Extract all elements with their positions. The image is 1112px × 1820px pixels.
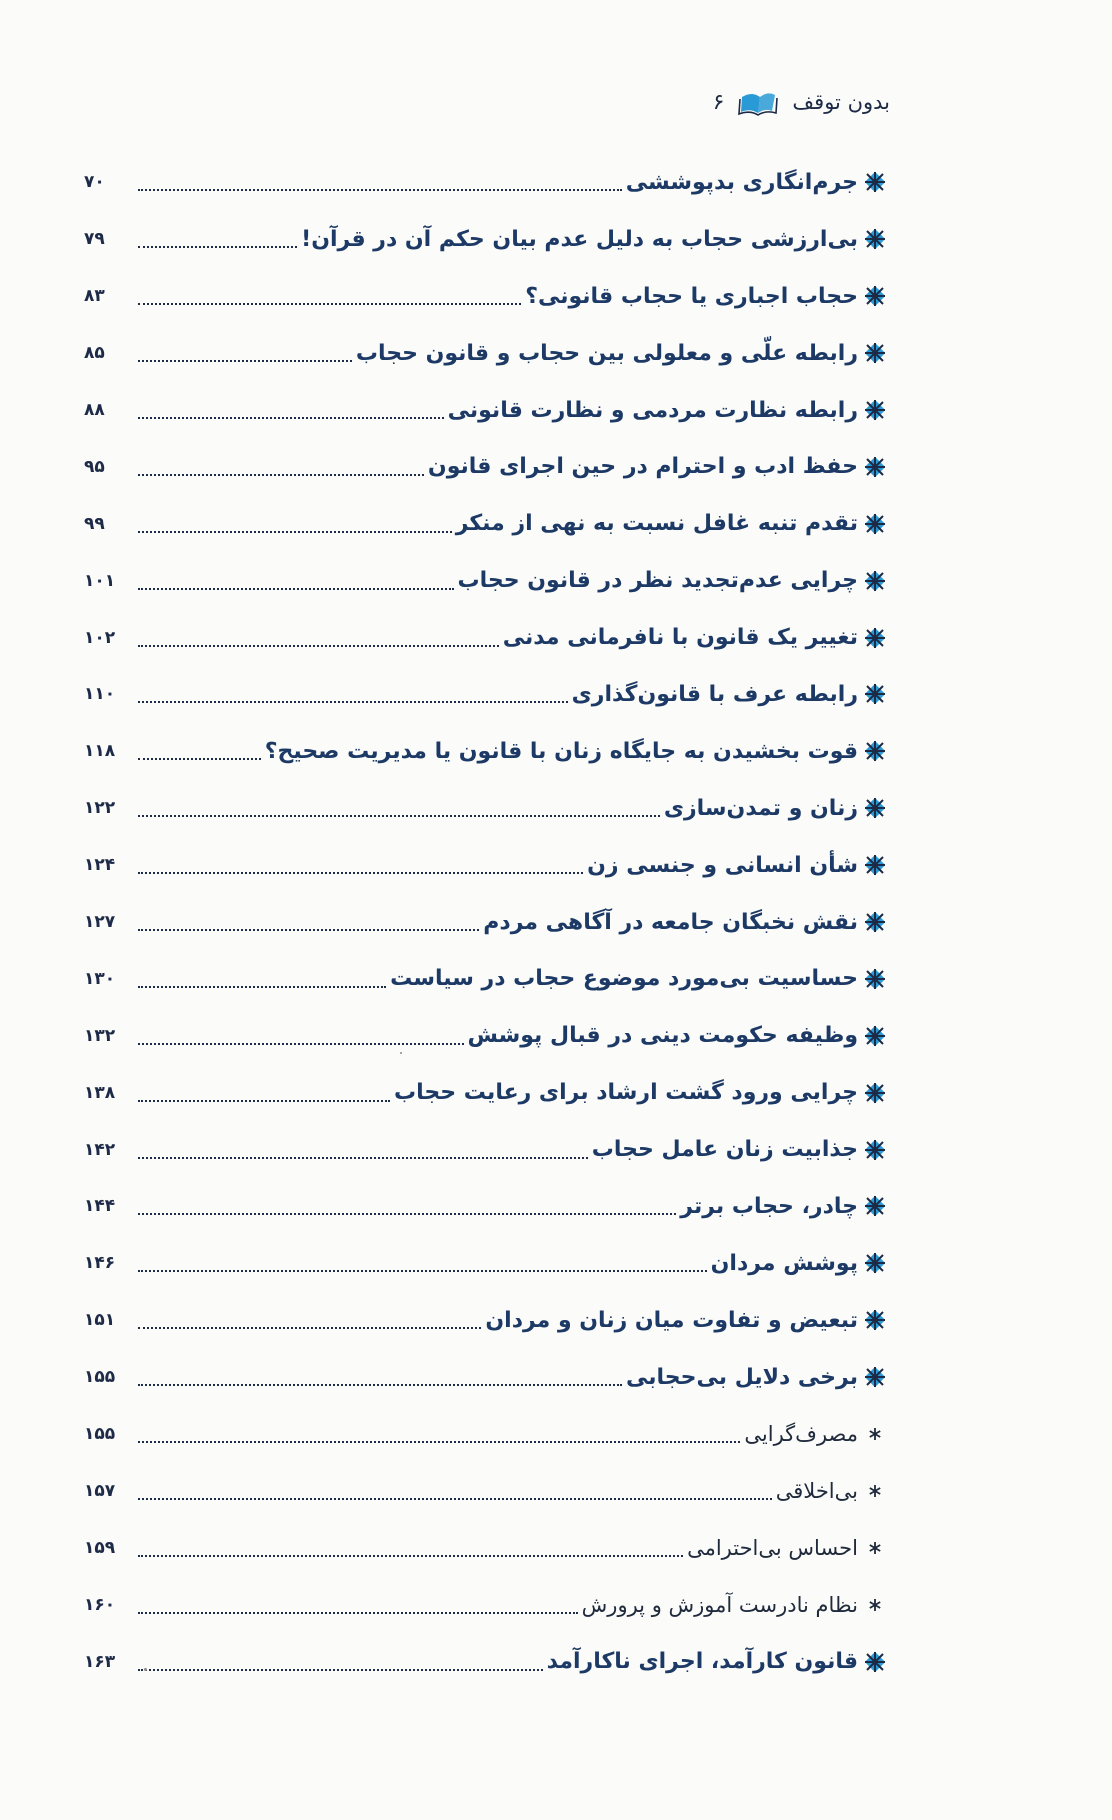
toc-entry-title: شأن انسانی و جنسی زن bbox=[587, 852, 858, 878]
toc-page-number: ۷۰ bbox=[84, 172, 105, 193]
toc-page-number: ۸۸ bbox=[84, 400, 105, 420]
toc-entry[interactable] bbox=[84, 1178, 888, 1235]
book-icon bbox=[738, 87, 778, 117]
toc-entry-title: جذابیت زنان عامل حجاب bbox=[591, 1137, 858, 1163]
table-of-contents bbox=[84, 154, 888, 1690]
toc-entry[interactable] bbox=[84, 1121, 888, 1178]
toc-entry-title: بی‌ارزشی حجاب به دلیل عدم بیان حکم آن در قرآن! bbox=[301, 226, 858, 252]
toc-entry-title: نظام نادرست آموزش و پرورش bbox=[581, 1592, 858, 1617]
toc-page-number: ۹۵ bbox=[84, 456, 105, 477]
toc-entry-title: چرایی عدم‌تجدید نظر در قانون حجاب bbox=[457, 568, 858, 594]
toc-entry[interactable] bbox=[84, 211, 888, 268]
toc-page-number: ۱۱۰ bbox=[84, 684, 116, 705]
toc-page-number: ۸۳ bbox=[84, 286, 105, 307]
asterisk-star-icon bbox=[862, 454, 888, 480]
dot-leader bbox=[138, 1213, 676, 1215]
dot-leader bbox=[138, 1612, 578, 1614]
dot-leader bbox=[138, 531, 452, 533]
toc-entry-title: پوشش مردان bbox=[710, 1250, 858, 1276]
asterisk-star-icon bbox=[862, 738, 888, 764]
dot-leader bbox=[138, 588, 454, 590]
toc-entry[interactable] bbox=[84, 438, 888, 495]
asterisk-star-icon bbox=[862, 1137, 888, 1163]
toc-subentry[interactable] bbox=[84, 1462, 888, 1519]
toc-entry[interactable] bbox=[84, 495, 888, 552]
toc-entry[interactable] bbox=[84, 1007, 888, 1064]
asterisk-star-icon bbox=[862, 568, 888, 594]
small-asterisk-icon bbox=[862, 1592, 888, 1618]
asterisk-star-icon bbox=[862, 397, 888, 423]
toc-entry-title: قانون کارآمد، اجرای ناکارآمد bbox=[546, 1649, 858, 1675]
toc-entry-title: چادر، حجاب برتر bbox=[680, 1193, 858, 1219]
asterisk-star-icon bbox=[862, 340, 888, 366]
toc-page-number: ۱۳۰ bbox=[84, 968, 116, 989]
toc-page-number: ۱۲۷ bbox=[84, 912, 116, 933]
small-asterisk-icon bbox=[862, 1478, 888, 1504]
toc-entry[interactable] bbox=[84, 325, 888, 382]
toc-entry[interactable] bbox=[84, 666, 888, 723]
asterisk-star-icon bbox=[862, 1250, 888, 1276]
toc-subentry[interactable] bbox=[84, 1576, 888, 1633]
dot-leader bbox=[138, 1157, 588, 1159]
asterisk-star-icon bbox=[862, 1364, 888, 1390]
toc-page-number: ۱۴۴ bbox=[84, 1196, 116, 1217]
toc-entry-title: حفظ ادب و احترام در حین اجرای قانون bbox=[427, 454, 858, 480]
toc-page-number: ۱۵۱ bbox=[84, 1310, 116, 1331]
dot-leader bbox=[138, 758, 261, 760]
toc-entry-title: بی‌اخلاقی bbox=[775, 1478, 858, 1503]
running-header bbox=[713, 82, 890, 122]
toc-entry-title: زنان و تمدن‌سازی bbox=[663, 795, 858, 821]
toc-entry[interactable] bbox=[84, 723, 888, 780]
dot-leader bbox=[138, 986, 386, 988]
asterisk-star-icon bbox=[862, 852, 888, 878]
small-asterisk-icon bbox=[862, 1421, 888, 1447]
toc-subentry[interactable] bbox=[84, 1519, 888, 1576]
asterisk-star-icon bbox=[862, 909, 888, 935]
dot-leader bbox=[138, 1043, 464, 1045]
toc-entry[interactable] bbox=[84, 950, 888, 1007]
toc-entry-title: رابطه علّی و معلولی بین حجاب و قانون حجاب bbox=[355, 340, 858, 366]
toc-entry[interactable] bbox=[84, 268, 888, 325]
dot-leader bbox=[138, 645, 499, 647]
toc-entry-title: چرایی ورود گشت ارشاد برای رعایت حجاب bbox=[394, 1080, 858, 1106]
toc-entry-title: وظیفه حکومت دینی در قبال پوشش bbox=[467, 1023, 858, 1049]
toc-entry[interactable] bbox=[84, 382, 888, 439]
toc-entry-title: حساسیت بی‌مورد موضوع حجاب در سیاست bbox=[390, 966, 858, 992]
toc-page-number: ۱۲۴ bbox=[84, 855, 116, 876]
toc-page-number: ۱۵۷ bbox=[84, 1480, 116, 1501]
dot-leader bbox=[138, 1384, 622, 1386]
dot-leader bbox=[138, 246, 297, 248]
dot-leader bbox=[138, 929, 479, 931]
toc-page-number: ۱۳۸ bbox=[84, 1082, 116, 1103]
toc-page-number: ۹۹ bbox=[84, 513, 105, 534]
toc-entry[interactable] bbox=[84, 1633, 888, 1690]
asterisk-star-icon bbox=[862, 1307, 888, 1333]
toc-entry-title: تغییر یک قانون با نافرمانی مدنی bbox=[502, 625, 858, 651]
toc-page-number: ۷۹ bbox=[84, 229, 105, 250]
toc-entry-title: رابطه نظارت مردمی و نظارت قانونی bbox=[447, 397, 858, 423]
toc-page-number: ۱۴۲ bbox=[84, 1139, 116, 1160]
toc-entry[interactable] bbox=[84, 1292, 888, 1349]
asterisk-star-icon bbox=[862, 1193, 888, 1219]
paper-speck bbox=[400, 1052, 402, 1054]
toc-subentry[interactable] bbox=[84, 1406, 888, 1463]
toc-entry[interactable] bbox=[84, 894, 888, 951]
toc-page-number: ۸۵ bbox=[84, 343, 105, 364]
dot-leader bbox=[138, 474, 424, 476]
asterisk-star-icon bbox=[862, 1080, 888, 1106]
dot-leader bbox=[138, 1669, 543, 1671]
asterisk-star-icon bbox=[862, 226, 888, 252]
toc-page-number: ۱۶۳ bbox=[84, 1651, 116, 1672]
toc-entry[interactable] bbox=[84, 837, 888, 894]
toc-page-number: ۱۵۵ bbox=[84, 1367, 116, 1388]
asterisk-star-icon bbox=[862, 283, 888, 309]
toc-entry-title: نقش نخبگان جامعه در آگاهی مردم bbox=[483, 909, 858, 935]
paper-speck bbox=[144, 1668, 147, 1671]
toc-entry[interactable] bbox=[84, 780, 888, 837]
toc-entry[interactable] bbox=[84, 1349, 888, 1406]
dot-leader bbox=[138, 1555, 683, 1557]
toc-entry-title: تبعیض و تفاوت میان زنان و مردان bbox=[485, 1307, 858, 1333]
dot-leader bbox=[138, 1100, 390, 1102]
asterisk-star-icon bbox=[862, 966, 888, 992]
dot-leader bbox=[138, 701, 568, 703]
toc-page-number: ۱۰۲ bbox=[84, 627, 116, 648]
dot-leader bbox=[138, 303, 521, 305]
asterisk-star-icon bbox=[862, 625, 888, 651]
page-number: ۶ bbox=[712, 89, 725, 115]
toc-entry[interactable] bbox=[84, 552, 888, 609]
asterisk-star-icon bbox=[862, 795, 888, 821]
dot-leader bbox=[138, 417, 444, 419]
dot-leader bbox=[138, 872, 583, 874]
dot-leader bbox=[138, 360, 352, 362]
small-asterisk-icon bbox=[862, 1535, 888, 1561]
toc-entry-title: رابطه عرف با قانون‌گذاری bbox=[571, 681, 858, 707]
dot-leader bbox=[138, 815, 660, 817]
toc-entry-title: حجاب اجباری یا حجاب قانونی؟ bbox=[525, 283, 858, 309]
toc-entry[interactable] bbox=[84, 609, 888, 666]
asterisk-star-icon bbox=[862, 681, 888, 707]
dot-leader bbox=[138, 1498, 772, 1500]
asterisk-star-icon bbox=[862, 1649, 888, 1675]
toc-page-number: ۱۵۵ bbox=[84, 1424, 116, 1445]
dot-leader bbox=[138, 1270, 707, 1272]
asterisk-star-icon bbox=[862, 169, 888, 195]
toc-entry[interactable] bbox=[84, 1235, 888, 1292]
toc-entry-title: تقدم تنبه غافل نسبت به نهی از منکر bbox=[455, 511, 858, 537]
dot-leader bbox=[138, 1441, 740, 1443]
dot-leader bbox=[138, 1327, 481, 1329]
toc-page-number: ۱۶۰ bbox=[84, 1594, 116, 1615]
toc-entry-title: جرم‌انگاری بدپوششی bbox=[625, 169, 858, 195]
toc-entry-title: برخی دلایل بی‌حجابی bbox=[626, 1364, 858, 1390]
toc-page-number: ۱۰۱ bbox=[84, 570, 116, 591]
asterisk-star-icon bbox=[862, 511, 888, 537]
toc-entry-title: مصرف‌گرایی bbox=[744, 1422, 858, 1447]
book-title: بدون توقف bbox=[792, 90, 890, 114]
toc-page-number: ۱۵۹ bbox=[84, 1537, 116, 1558]
asterisk-star-icon bbox=[862, 1023, 888, 1049]
toc-entry[interactable] bbox=[84, 1064, 888, 1121]
toc-entry-title: احساس بی‌احترامی bbox=[687, 1535, 858, 1560]
toc-page-number: ۱۴۶ bbox=[84, 1253, 116, 1274]
toc-entry[interactable] bbox=[84, 154, 888, 211]
toc-page-number: ۱۳۲ bbox=[84, 1025, 116, 1046]
toc-page-number: ۱۱۸ bbox=[84, 741, 116, 762]
toc-entry-title: قوت بخشیدن به جایگاه زنان با قانون یا مدیریت صحیح؟ bbox=[264, 738, 858, 764]
dot-leader bbox=[138, 189, 622, 191]
toc-page-number: ۱۲۲ bbox=[84, 798, 116, 819]
